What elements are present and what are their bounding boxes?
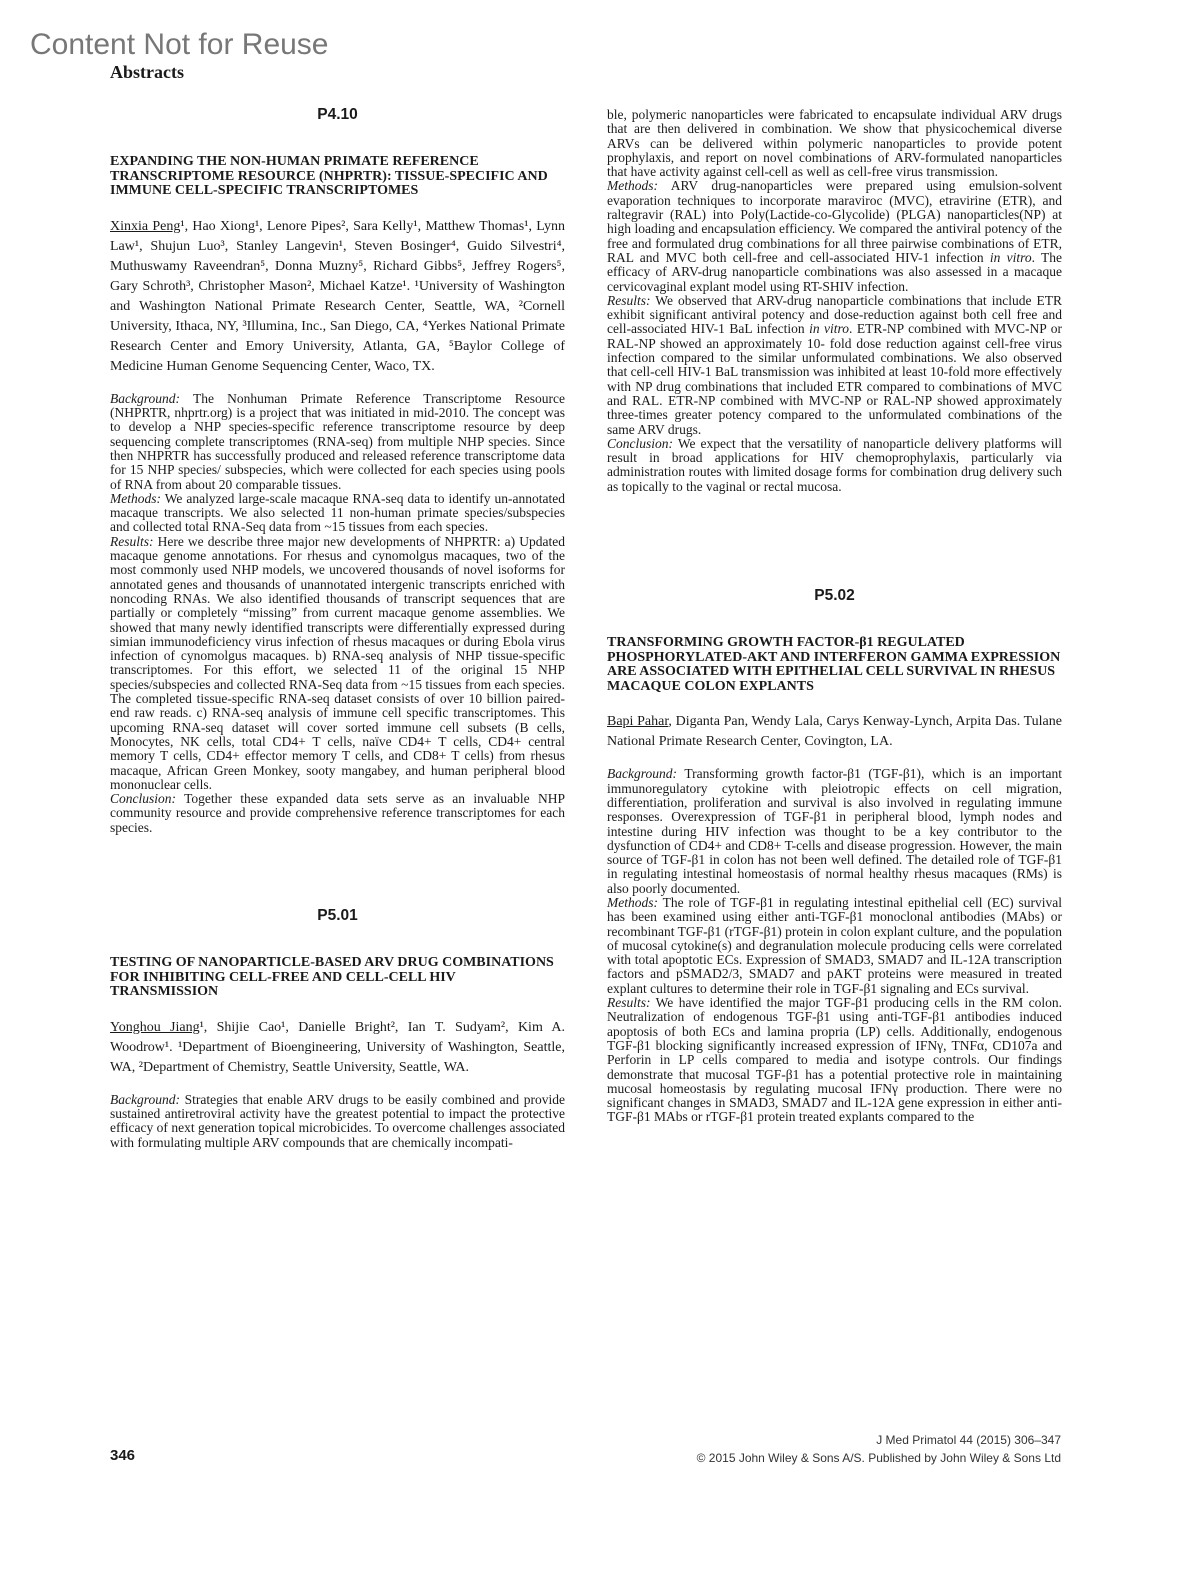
abstract-id-p5-01: P5.01 <box>317 907 358 924</box>
conclusion-p4-10 <box>110 792 565 835</box>
background-continued-p5-01: ble, polymeric nanoparticles were fabricated to encapsulate individual ARV drugs that are then delivered in combination. We show that physicochemical diverse ARVs can be delivered within polymeric nanoparticles to provide potent prophylaxis, and report on novel combinations of ARV-formulated nanoparticles that have activity against cell-cell as well as cell-free virus transmission. <box>607 107 1062 180</box>
results-text: Here we describe three major new developments of NHPRTR: a) Updated macaque genome annotations. For rhesus and cynomolgus macaques, two of the most commonly used NHP models, we uncovered thousands of novel isoforms for annotated genes and thousands of unannotated intergenic transcripts enriched with noncoding RNAs. We also identified thousands of transcript sequences that are partially or completely “missing” from current macaque genome assemblies. We showed that many newly identified transcripts were differentially expressed during simian immunodeficiency virus infection of rhesus macaques or during Ebola virus infection of cynomolgus macaques. b) RNA-seq analysis of NHP tissue-specific transcriptomes. For this effort, we selected 11 of the original 15 NHP species/subspecies and collected RNA-Seq data from ~15 tissues from each species. The completed tissue-specific RNA-seq dataset consists of over 10 billion paired-end raw reads. c) RNA-seq analysis of immune cell specific transcriptomes. This upcoming RNA-seq dataset will cover sorted immune cell subsets (B cells, Monocytes, NK cells, total CD4+ T cells, naïve CD4+ T cells, CD4+ central memory T cells, CD4+ effector memory T cells, and CD8+ T cells) from rhesus macaque, African Green Monkey, sooty mangabey, and human peripheral blood mononuclear cells. <box>110 533 565 792</box>
methods-text: ARV drug-nanoparticles were prepared using emulsion-solvent evaporation techniques to incorporate maraviroc (MVC), etravirine (ETR), and raltegravir (RAL) into Poly(Lactide-co-Glycolide) (PLGA) nanoparticles(NP) at high loading and encapsulation efficiency. We compared the antiviral potency of the free and formulated drug combinations for all three pairwise combinations of ETR, RAL and MVC both cell-free and cell-associated HIV-1 infection <box>607 178 1062 265</box>
section-gap <box>607 494 1062 589</box>
methods-label: Methods: <box>607 178 658 194</box>
results-label: Results: <box>110 533 154 549</box>
section-gap <box>110 835 565 909</box>
results-text-end: . ETR-NP combined with MVC-NP or RAL-NP showed an approximately 10- fold dose reduction against cell-free virus infection compared to the similar unformulated combinations. We also observed that cell-cell HIV-1 BaL transmission was inhibited at least 10-fold more effectively with NP drug combinations that included ETR compared to combinations of MVC and RAL. ETR-NP combined with MVC-NP or RAL-NP showed approximately three-times greater potency compared to the unformulated combinations of the same ARV drugs. <box>607 321 1062 437</box>
results-italic: in vitro <box>809 321 850 337</box>
section-label: Abstracts <box>110 62 184 82</box>
results-label: Results: <box>607 995 651 1011</box>
conclusion-label: Conclusion: <box>607 435 673 451</box>
page-number: 346 <box>110 1447 136 1464</box>
results-text: We have identified the major TGF-β1 producing cells in the RM colon. Neutralization of endogenous TGF-β1 using anti-TGF-β1 antibodies induced apoptosis of both ECs and lamina propria (LP) cells. Additionally, endogenous TGF-β1 blocking significantly increased expression of IFNγ, TNFα, CD107a and Perforin in LP cells compared to media and isotype controls. Our findings demonstrate that mucosal TGF-β1 has a potential protective role in maintaining mucosal homeostasis by regulating mucosal IFNγ production. There were no significant changes in SMAD3, SMAD7 and IL-12A gene expression in either anti-TGF-β1 MAbs or rTGF-β1 protein treated explants compared to the <box>607 995 1062 1125</box>
author-list: ¹, Hao Xiong¹, Lenore Pipes², Sara Kelly¹, Matthew Thomas¹, Lynn Law¹, Shujun Luo³, Stanley Langevin¹, Steven Bosinger⁴, Guido Silvestri⁴, Muthuswamy Raveendran⁵, Donna Muzny⁵, Richard Gibbs⁵, Jeffrey Rogers⁵, Gary Schroth³, Christopher Mason², Michael Katze¹. ¹University of Washington and Washington National Primate Research Center, Seattle, WA, ²Cornell University, Ithaca, NY, ³Illumina, Inc., San Diego, CA, ⁴Yerkes National Primate Research Center and Emory University, Atlanta, GA, ⁵Baylor College of Medicine Human Genome Sequencing Center, Waco, TX. <box>110 218 566 374</box>
left-column <box>110 108 565 1150</box>
background-p5-01 <box>110 1093 565 1150</box>
authors-p4-10 <box>110 217 565 377</box>
methods-p5-01 <box>607 179 1062 293</box>
abstract-title-p4-10: EXPANDING THE NON-HUMAN PRIMATE REFERENCE TRANSCRIPTOME RESOURCE (NHPRTR): TISSUE-SPECIFIC AND IMMUNE CELL-SPECIFIC TRANSCRIPTOMES <box>110 154 548 199</box>
methods-p5-02 <box>607 896 1062 996</box>
copyright-notice: © 2015 John Wiley & Sons A/S. Published by John Wiley & Sons Ltd <box>696 1451 1061 1465</box>
background-text: Strategies that enable ARV drugs to be easily combined and provide sustained antiretroviral activity have the greatest potential to impact the protective efficacy of next generation topical microbicides. To overcome challenges associated with formulating multiple ARV compounds that are chemically incompati- <box>110 1091 565 1150</box>
background-label: Background: <box>110 1091 180 1107</box>
methods-italic: in vitro <box>989 249 1032 265</box>
presenter-name: Xinxia Peng <box>110 218 181 234</box>
background-text: Transforming growth factor-β1 (TGF-β1), which is an important immunoregulatory cytokine with pleiotropic effects on cell migration, differentiation, proliferation and survival is also involved in regulating immune responses. Overexpression of TGF-β1 in peripheral blood, lymph nodes and intestine during HIV infection was thought to be a key contributor to the dysfunction of CD4+ and CD8+ T-cells and disease progression. However, the main source of TGF-β1 in colon has not been well defined. The detailed role of TGF-β1 in regulating intestinal homeostasis of normal healthy rhesus macaques (RMs) is also poorly documented. <box>607 766 1062 896</box>
results-p4-10 <box>110 535 565 792</box>
results-p5-01 <box>607 294 1062 437</box>
abstract-id-p5-02: P5.02 <box>814 587 855 605</box>
abstract-id-p4-10: P4.10 <box>317 106 358 123</box>
methods-p4-10 <box>110 492 565 535</box>
methods-label: Methods: <box>607 894 658 910</box>
conclusion-text: We expect that the versatility of nanoparticle delivery platforms will result in broad applications for HIV chemoprophylaxis, particularly via administration routes with limited dosage forms for combination drug delivery such as topically to the vaginal or rectal mucosa. <box>607 435 1062 494</box>
methods-text-end: . The efficacy of ARV-drug nanoparticle combinations was also assessed in a macaque cervicovaginal explant model using RT-SHIV infection. <box>607 249 1062 294</box>
results-label: Results: <box>607 292 651 308</box>
background-text: The Nonhuman Primate Reference Transcriptome Resource (NHPRTR, nhprtr.org) is a project that was initiated in mid-2010. The concept was to develop a NHP species-specific reference transcriptome resource by deep sequencing complete transcriptomes (RNA-seq) from multiple NHP species. Since then NHPRTR has successfully produced and released reference transcriptome data for 15 NHP species/ subspecies, which were collected for each species using pools of RNA from about 20 comparable tissues. <box>110 390 565 492</box>
background-label: Background: <box>607 766 677 782</box>
methods-text: The role of TGF-β1 in regulating intestinal epithelial cell (EC) survival has been examined using either anti-TGF-β1 monoclonal antibodies (MAbs) or recombinant TGF-β1 (rTGF-β1) protein in colon explant culture, and the population of mucosal cytokine(s) and degranulation molecule producing cells were correlated with total apoptotic ECs. Expression of SMAD3, SMAD7 and IL-12A transcription factors and pSMAD2/3, SMAD7 and pAKT proteins were measured in treated explant cultures to determine their role in TGF-β1 signaling and ECs survival. <box>607 894 1062 996</box>
author-list: ¹, Shijie Cao¹, Danielle Bright², Ian T. Sudyam², Kim A. Woodrow¹. ¹Department of Bioengineering, University of Washington, Seattle, WA, ²Department of Chemistry, Seattle University, Seattle, WA. <box>110 1019 565 1075</box>
watermark: Content Not for Reuse <box>30 28 329 61</box>
methods-text: We analyzed large-scale macaque RNA-seq data to identify un-annotated macaque transcripts. We also selected 11 non-human primate species/subspecies and collected total RNA-Seq data from ~15 tissues from each species. <box>110 490 565 535</box>
abstract-title-p5-01: TESTING OF NANOPARTICLE-BASED ARV DRUG COMBINATIONS FOR INHIBITING CELL-FREE AND CELL-CELL HIV TRANSMISSION <box>110 955 554 1000</box>
results-text: We observed that ARV-drug nanoparticle combinations that include ETR exhibit significant antiviral potency and dose-reduction against both cell free and cell-associated HIV-1 BaL infection <box>607 292 1062 337</box>
conclusion-text: Together these expanded data sets serve as an invaluable NHP community resource and provide comprehensive reference transcriptomes for each species. <box>110 791 565 835</box>
journal-citation: J Med Primatol 44 (2015) 306–347 <box>876 1433 1061 1447</box>
abstract-title-p5-02: TRANSFORMING GROWTH FACTOR-β1 REGULATED PHOSPHORYLATED-AKT AND INTERFERON GAMMA EXPRESSION ARE ASSOCIATED WITH EPITHELIAL CELL SURVIVAL IN RHESUS MACAQUE COLON EXPLANTS <box>607 635 1061 694</box>
author-list: , Diganta Pan, Wendy Lala, Carys Kenway-Lynch, Arpita Das. Tulane National Primate Research Center, Covington, LA. <box>607 714 1062 750</box>
authors-p5-02 <box>607 712 1062 752</box>
methods-label: Methods: <box>110 490 161 506</box>
background-p4-10 <box>110 392 565 492</box>
background-label: Background: <box>110 390 180 406</box>
presenter-name: Bapi Pahar <box>607 714 669 730</box>
background-p5-02 <box>607 767 1062 896</box>
results-p5-02 <box>607 996 1062 1125</box>
presenter-name: Yonghou Jiang <box>110 1019 200 1035</box>
conclusion-p5-01 <box>607 437 1062 494</box>
conclusion-label: Conclusion: <box>110 791 176 807</box>
authors-p5-01 <box>110 1018 565 1078</box>
right-column <box>607 108 1062 1125</box>
